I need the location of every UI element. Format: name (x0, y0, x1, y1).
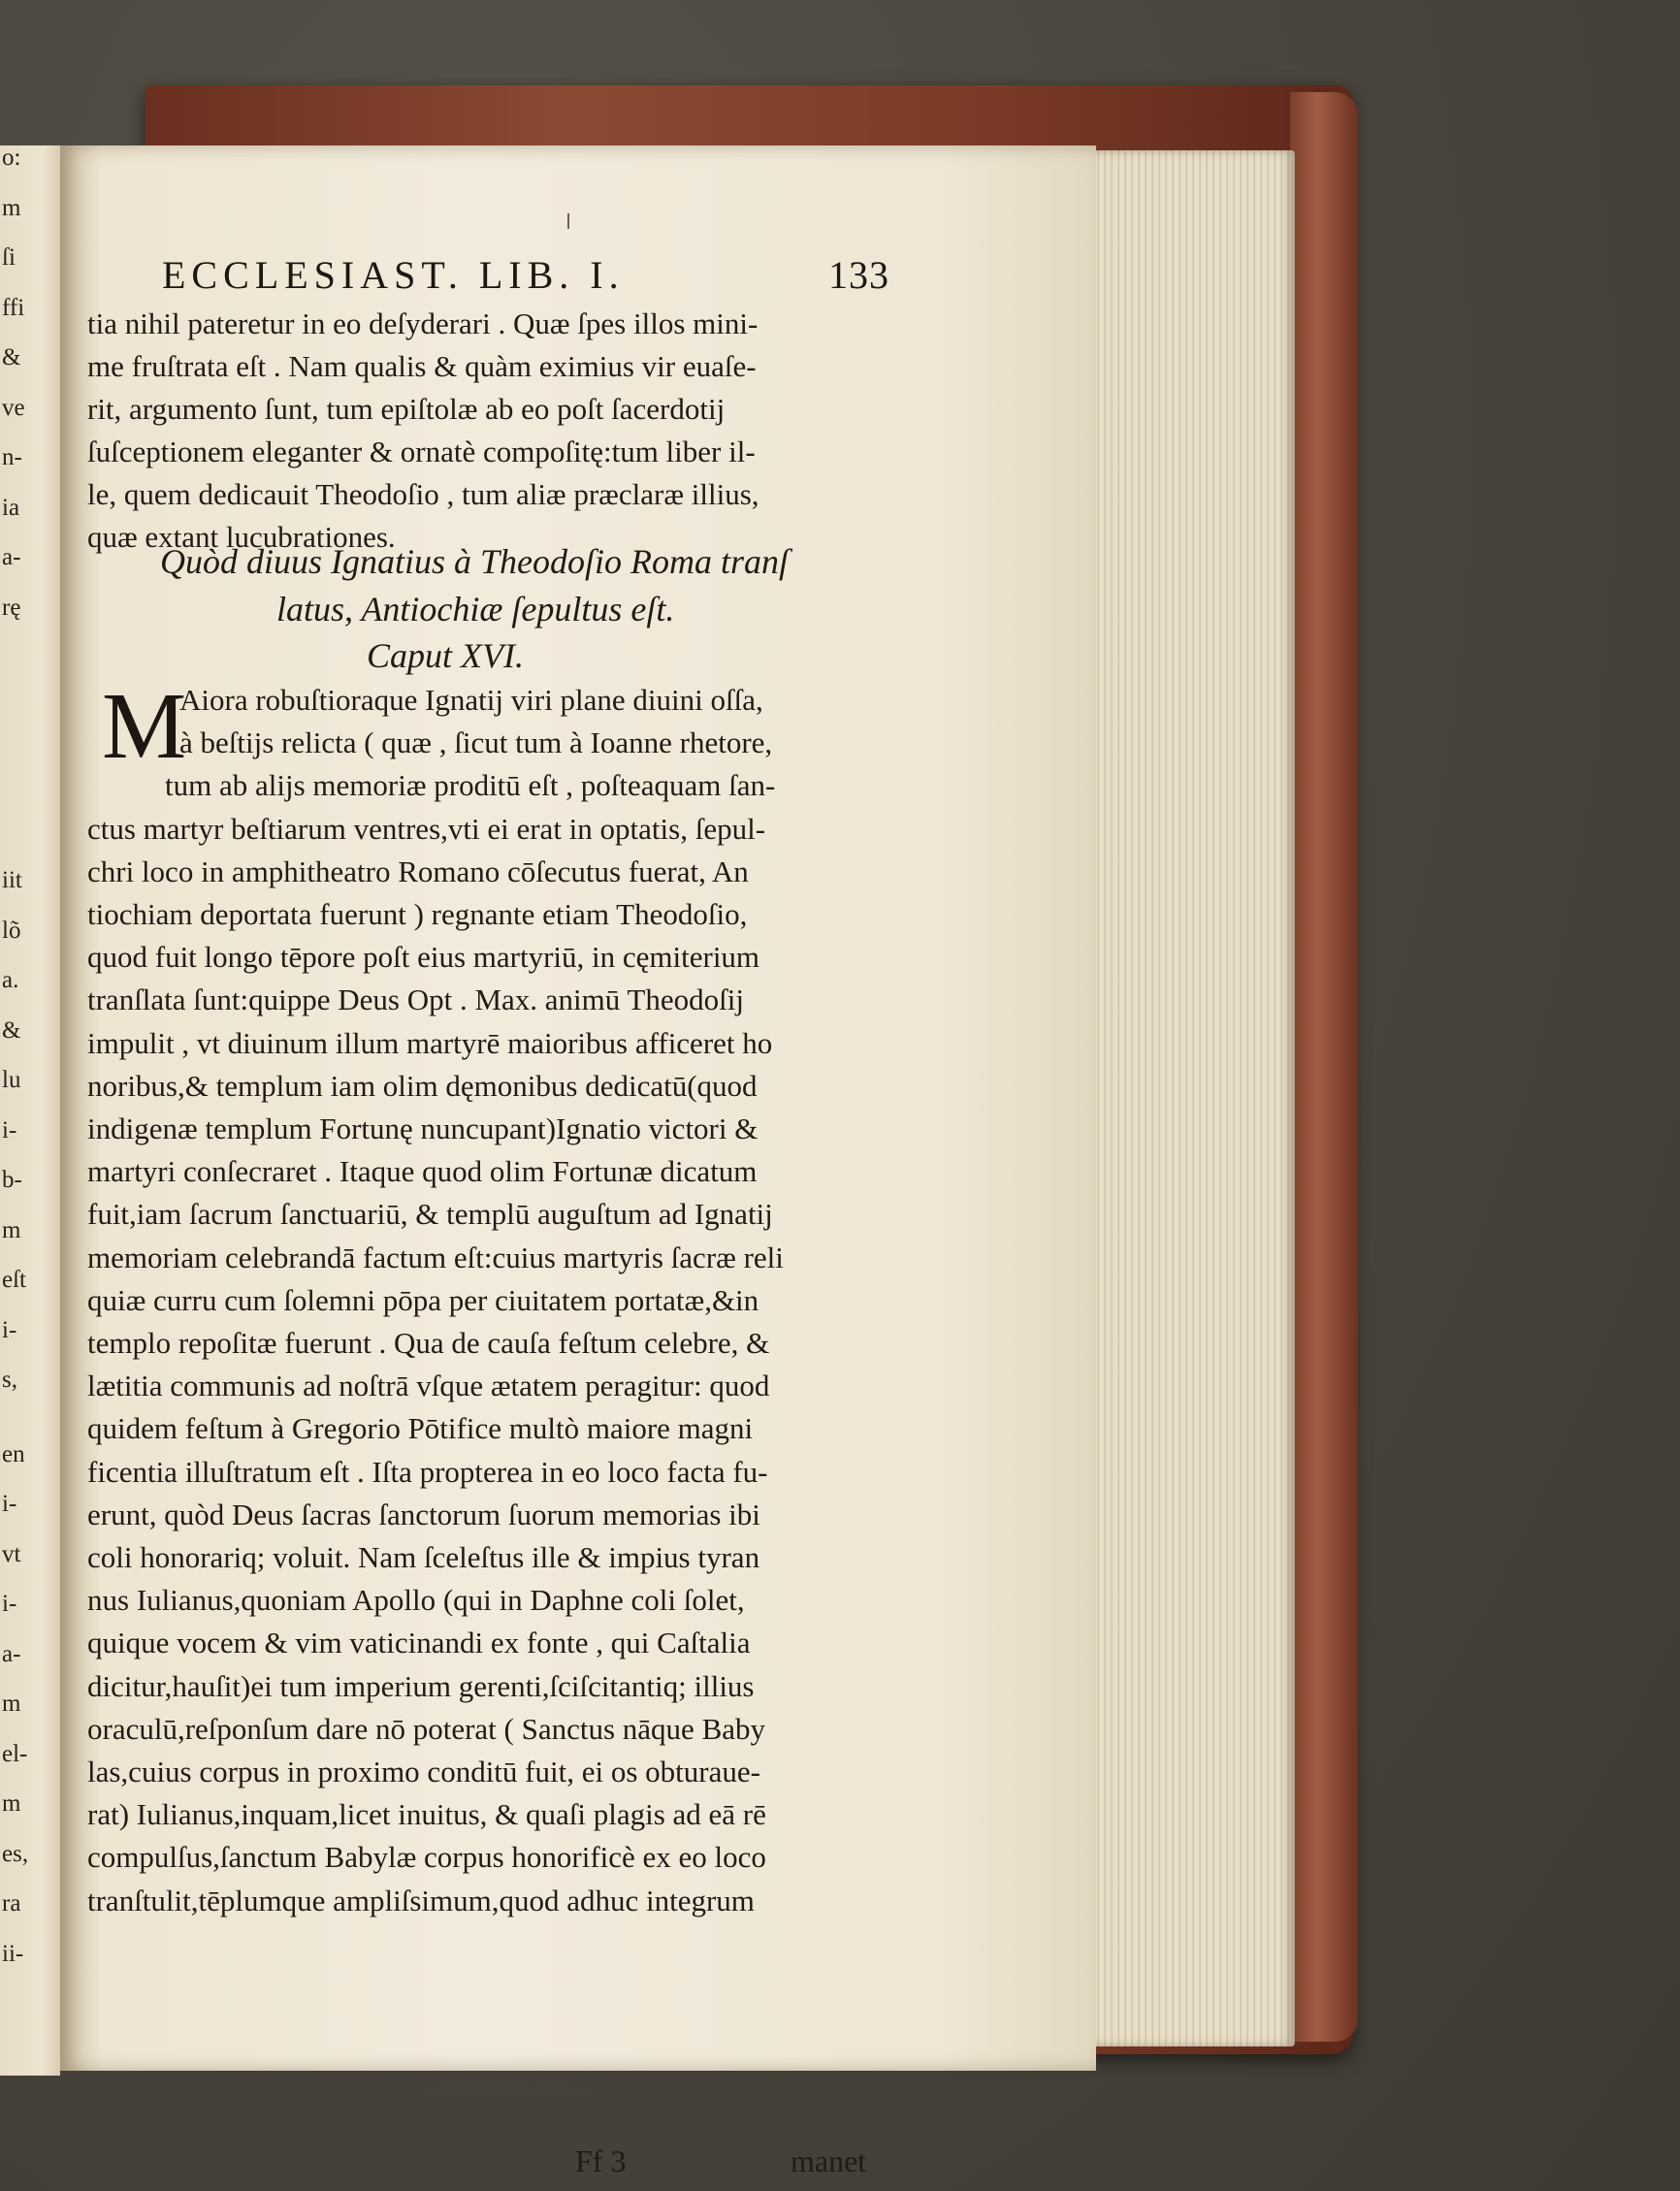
text-line: chri loco in amphitheatro Romano cōſecutus fuerat, An (87, 854, 749, 888)
left-page-fragment: eſt (2, 1267, 26, 1293)
left-page-fragment: ra (2, 1890, 21, 1917)
text-line: ſuſceptionem eleganter & ornatè compoſitę:tum liber il- (87, 435, 756, 468)
text-line: Aiora robuſtioraque Ignatij viri plane diuini oſſa, (179, 683, 763, 717)
text-line: memoriam celebrandā factum eſt:cuius martyris ſacræ reli (87, 1240, 784, 1274)
text-line: ctus martyr beſtiarum ventres,vti ei erat in optatis, ſepul- (87, 811, 766, 846)
text-line: quique vocem & vim vaticinandi ex fonte , qui Caſtalia (87, 1626, 751, 1660)
left-page-fragment: ii- (2, 1940, 24, 1967)
left-page-fragment: o: (2, 145, 21, 171)
left-page-fragment: rę (2, 594, 21, 621)
chapter-heading-line-2: latus, Antiochiæ ſepultus eſt. (276, 590, 675, 628)
chapter-heading-line-1: Quòd diuus Ignatius à Theodoſio Roma tranſ (160, 542, 790, 581)
text-line: tia nihil pateretur in eo deſyderari . Quæ ſpes illos mini- (87, 306, 759, 340)
left-page-fragment: en (2, 1440, 25, 1467)
pen-mark (567, 213, 569, 229)
text-line: coli honorariq; voluit. Nam ſceleſtus ille & impius tyran (87, 1540, 760, 1574)
cover-fore-edge (1290, 92, 1358, 2042)
page-block-edges (1086, 150, 1295, 2046)
left-page-fragment: i- (2, 1316, 17, 1343)
left-page-fragment: lõ (2, 917, 21, 944)
text-line: lætitia communis ad noſtrā vſque ætatem peragitur: quod (87, 1369, 770, 1403)
text-line: dicitur,hauſit)ei tum imperium gerenti,ſciſcitantiq; illius (87, 1668, 755, 1703)
text-line: tiochiam deportata fuerunt ) regnante etiam Theodoſio, (87, 897, 748, 931)
text-line: compulſus,ſanctum Babylæ corpus honorificè ex eo loco (87, 1840, 766, 1875)
left-page-fragment: ve (2, 394, 25, 421)
left-page-fragment: m (2, 1790, 21, 1817)
text-line: tranſtulit,tēplumque ampliſsimum,quod adhuc integrum (87, 1883, 755, 1917)
left-page-fragment: lu (2, 1067, 21, 1093)
left-page-fragment: vt (2, 1540, 21, 1567)
text-line: oraculū,reſponſum dare nō poterat ( Sanctus nāque Baby (87, 1711, 765, 1746)
catchword: manet (791, 2143, 867, 2178)
running-title: ECCLESIAST. LIB. I. (162, 253, 625, 297)
text-line: noribus,& templum iam olim dęmonibus dedicatū(quod (87, 1068, 758, 1103)
drop-cap: M (102, 674, 187, 779)
left-page-fragment: m (2, 1216, 21, 1243)
left-page-fragment: a. (2, 967, 19, 993)
text-line: tum ab alijs memoriæ proditū eſt , poſteaquam ſan- (165, 768, 776, 803)
text-line: las,cuius corpus in proximo conditū fuit, ei os obturaue- (87, 1755, 760, 1788)
left-page-fragment: i- (2, 1591, 17, 1617)
signature-mark: Ff 3 (575, 2143, 627, 2178)
left-page-fragment: m (2, 1691, 21, 1717)
left-page-fragment: a- (2, 1640, 21, 1667)
text-line: tranſlata ſunt:quippe Deus Opt . Max. animū Theodoſij (87, 983, 745, 1017)
left-page-fragment: ia (2, 494, 20, 521)
text-line: rat) Iulianus,inquam,licet inuitus, & quaſi plagis ad eā rē (87, 1797, 766, 1832)
left-page-fragment: i- (2, 1491, 17, 1517)
left-page-fragment: i- (2, 1116, 17, 1144)
text-line: impulit , vt diuinum illum martyrē maioribus afficeret ho (87, 1025, 773, 1060)
text-line: à beſtijs relicta ( quæ , ſicut tum à Ioanne rhetore, (179, 725, 773, 760)
text-line: nus Iulianus,quoniam Apollo (qui in Daphne coli ſolet, (87, 1583, 745, 1618)
left-page-fragment: ſi (2, 244, 16, 271)
text-line: quod fuit longo tēpore poſt eius martyriū, in cęmiterium (87, 940, 760, 975)
running-header (162, 252, 889, 298)
left-page-fragment: & (2, 344, 21, 371)
left-page-fragment: el- (2, 1740, 28, 1767)
text-line: fuit,iam ſacrum ſanctuariū, & templū auguſtum ad Ignatij (87, 1197, 773, 1232)
text-line: templo repoſitæ fuerunt . Qua de cauſa feſtum celebre, & (87, 1326, 770, 1360)
text-line: indigenæ templum Fortunę nuncupant)Ignatio victori & (87, 1112, 759, 1145)
page-number: 133 (828, 253, 889, 297)
text-line: quiæ curru cum ſolemni pōpa per ciuitatem portatæ,&in (87, 1282, 759, 1317)
left-page-fragment: b- (2, 1167, 22, 1193)
left-page (0, 145, 60, 2076)
text-line: quidem feſtum à Gregorio Pōtifice multò maiore magni (87, 1411, 754, 1446)
text-line: erunt, quòd Deus ſacras ſanctorum ſuorum memorias ibi (87, 1497, 760, 1531)
text-line: quæ extant lucubrationes. (87, 520, 396, 554)
text-line: ficentia illuſtratum eſt . Iſta propterea in eo loco facta fu- (87, 1454, 768, 1489)
left-page-fragment: ffi (2, 294, 25, 321)
text-line: martyri conſecraret . Itaque quod olim Fortunæ dicatum (87, 1154, 758, 1189)
left-page-fragment: es, (2, 1840, 29, 1867)
left-page-fragment: m (2, 194, 21, 221)
text-line: me fruſtrata eſt . Nam qualis & quàm eximius vir euaſe- (87, 349, 757, 383)
left-page-fragment: n- (2, 444, 22, 470)
text-line: rit, argumento ſunt, tum epiſtolæ ab eo poſt ſacerdotij (87, 392, 726, 426)
left-page-fragment: a- (2, 544, 21, 570)
left-page-fragment: s, (2, 1367, 17, 1393)
chapter-number: Caput XVI. (367, 636, 524, 675)
text-line: le, quem dedicauit Theodoſio , tum aliæ præclaræ illius, (87, 477, 759, 511)
left-page-fragment: & (2, 1016, 21, 1044)
left-page-fragment: iit (2, 867, 22, 893)
